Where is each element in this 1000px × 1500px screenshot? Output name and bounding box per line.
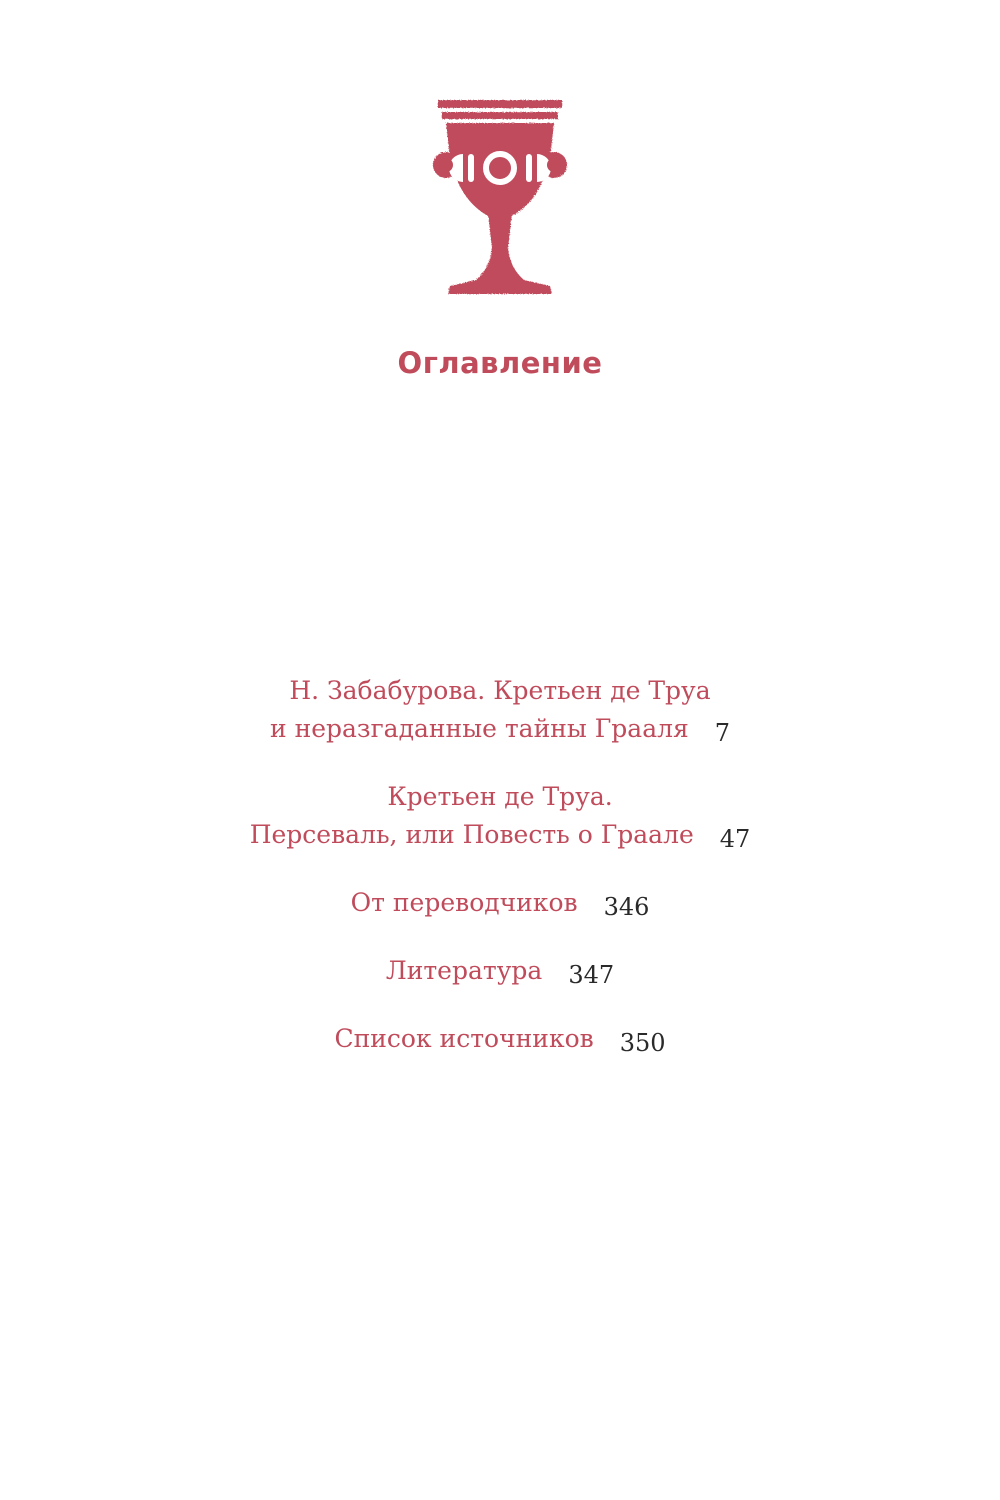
toc-page-number: 47 — [719, 825, 751, 853]
table-of-contents — [0, 672, 1000, 1088]
toc-page-number: 350 — [619, 1029, 666, 1057]
toc-entry-title: От переводчиков — [350, 888, 578, 917]
toc-entry-title-line — [0, 710, 1000, 748]
toc-entry-title-line — [0, 816, 1000, 854]
toc-entry[interactable] — [0, 1020, 1000, 1058]
toc-entry[interactable] — [0, 778, 1000, 854]
toc-entry-title-line: Н. Забабурова. Кретьен де Труа — [289, 676, 711, 705]
toc-entry-title: Литература — [385, 956, 543, 985]
toc-entry[interactable] — [0, 952, 1000, 990]
toc-page-number: 346 — [603, 893, 650, 921]
toc-page-number: 347 — [568, 961, 615, 989]
grail-chalice-icon — [432, 98, 568, 296]
page-title: Оглавление — [397, 346, 603, 380]
toc-entry-title-line: Кретьен де Труа. — [387, 782, 613, 811]
toc-entry-title-line — [0, 1020, 1000, 1058]
toc-entry[interactable] — [0, 672, 1000, 748]
toc-entry-title-line: Персеваль, или Повесть о Граале — [249, 820, 694, 849]
toc-entry-title-line: и неразгаданные тайны Грааля — [269, 714, 689, 743]
toc-page-number: 7 — [714, 719, 731, 747]
toc-entry-title: Список источников — [334, 1024, 594, 1053]
toc-entry-title-line — [0, 952, 1000, 990]
toc-entry-title-line — [0, 884, 1000, 922]
toc-entry[interactable] — [0, 884, 1000, 922]
